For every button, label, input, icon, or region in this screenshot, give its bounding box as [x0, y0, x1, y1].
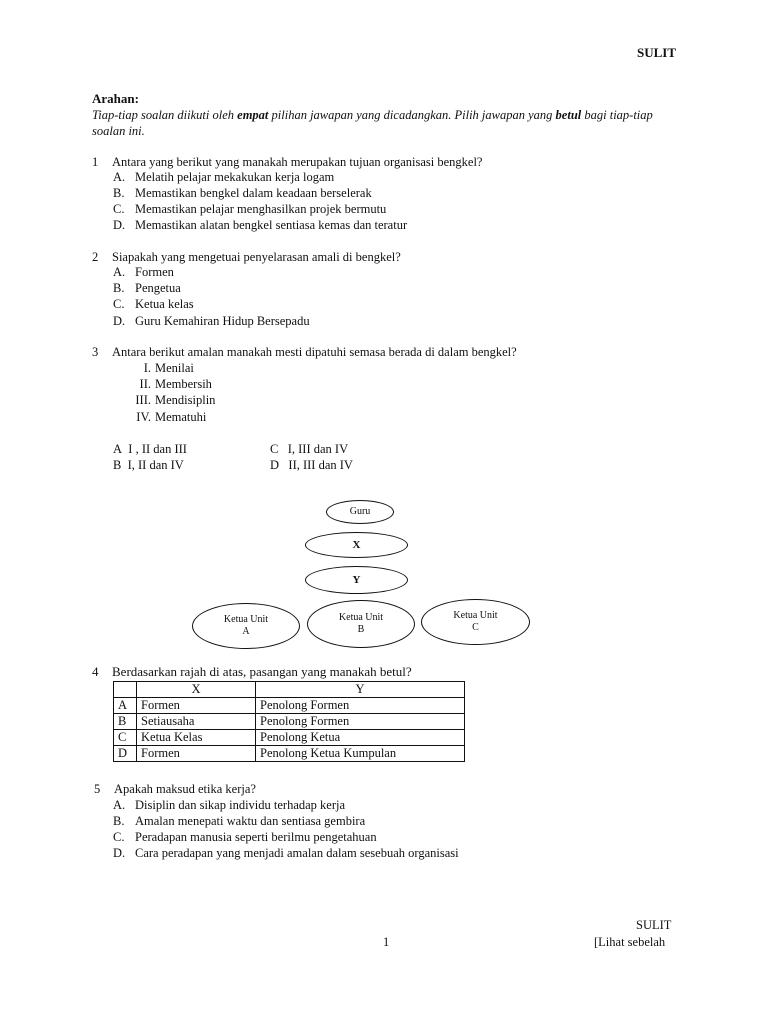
option-letter: A. — [113, 170, 126, 184]
question-number: 2 — [92, 250, 99, 264]
row-x: Ketua Kelas — [137, 730, 256, 746]
row-x: Setiausaha — [137, 714, 256, 730]
answer-letter: D — [270, 458, 280, 472]
question-text: Siapakah yang mengetuai penyelarasan amali di bengkel? — [112, 250, 401, 264]
table-row — [114, 746, 465, 762]
node-label: X — [352, 539, 361, 551]
diagram-node-unit-a — [192, 603, 300, 649]
row-letter: B — [114, 714, 137, 730]
instructions-text-part: Tiap-tiap soalan diikuti oleh — [92, 108, 238, 122]
q3-statement-4 — [111, 409, 206, 425]
page-number: 1 — [383, 935, 390, 949]
instructions-bold-empat: empat — [237, 108, 269, 122]
q4-table — [113, 681, 465, 762]
table-header-empty — [114, 682, 137, 698]
table-header-x: X — [137, 682, 256, 698]
row-letter: D — [114, 746, 137, 762]
row-x: Formen — [137, 746, 256, 762]
option-letter: A. — [113, 798, 126, 812]
question-text: Apakah maksud etika kerja? — [114, 782, 256, 796]
diagram-node-unit-c — [421, 599, 530, 645]
option-letter: B. — [113, 814, 125, 828]
question-text: Antara berikut amalan manakah mesti dipatuhi semasa berada di dalam bengkel? — [112, 345, 517, 359]
option-text: Melatih pelajar mekakukan kerja logam — [135, 170, 335, 184]
answer-letter: C — [270, 442, 279, 456]
question-number: 5 — [94, 782, 101, 796]
node-label-line: B — [357, 624, 365, 635]
option-text: Ketua kelas — [135, 297, 194, 311]
instructions-text-part: pilihan jawapan yang dicadangkan. Pilih jawapan yang — [268, 108, 556, 122]
option-letter: B. — [113, 281, 125, 295]
answer-text: I, III dan IV — [287, 442, 349, 456]
statement-text: Menilai — [155, 361, 194, 375]
q3-answer-a — [113, 441, 187, 457]
table-row — [114, 730, 465, 746]
option-text: Memastikan pelajar menghasilkan projek bermutu — [135, 202, 387, 216]
question-5 — [94, 781, 256, 797]
option-letter: D. — [113, 218, 126, 232]
node-label-line: A — [242, 626, 250, 637]
node-label-line: Ketua Unit — [453, 610, 498, 621]
option-text: Peradapan manusia seperti berilmu pengetahuan — [135, 830, 377, 844]
row-y: Penolong Ketua Kumpulan — [256, 746, 465, 762]
instructions-text — [92, 107, 682, 139]
q3-answer-d — [270, 457, 353, 473]
q3-answer-c — [270, 441, 348, 457]
row-y: Penolong Ketua — [256, 730, 465, 746]
row-letter: C — [114, 730, 137, 746]
option-text: Amalan menepati waktu dan sentiasa gembira — [135, 814, 366, 828]
option-text: Pengetua — [135, 281, 181, 295]
instructions-bold-betul: betul — [555, 108, 582, 122]
node-label: Guru — [349, 506, 371, 517]
question-number: 3 — [92, 345, 99, 359]
question-text: Antara yang berikut yang manakah merupakan tujuan organisasi bengkel? — [112, 155, 483, 169]
diagram-node-y — [305, 566, 408, 594]
option-text: Memastikan alatan bengkel sentiasa kemas dan teratur — [135, 218, 408, 232]
instructions-text-part: bagi tiap-tiap soalan ini. — [92, 108, 653, 138]
q2-option-d — [113, 313, 310, 329]
node-label — [339, 612, 383, 636]
q5-option-c — [113, 829, 377, 845]
option-text: Cara peradapan yang menjadi amalan dalam sesebuah organisasi — [135, 846, 459, 860]
footer-sulit: SULIT — [636, 918, 672, 932]
question-number: 1 — [92, 155, 99, 169]
header-sulit: SULIT — [637, 45, 677, 60]
option-text: Guru Kemahiran Hidup Bersepadu — [135, 314, 310, 328]
node-label: Y — [352, 574, 361, 586]
q3-statement-2 — [111, 376, 212, 392]
q2-option-a — [113, 264, 174, 280]
answer-letter: A — [113, 442, 123, 456]
table-row — [114, 714, 465, 730]
instructions-title: Arahan: — [92, 91, 139, 106]
row-y: Penolong Formen — [256, 714, 465, 730]
question-1 — [92, 154, 482, 170]
diagram-node-guru — [326, 500, 394, 524]
node-label-line: Ketua Unit — [223, 614, 269, 625]
q3-statement-1 — [111, 360, 194, 376]
question-4 — [92, 664, 412, 680]
node-label-line: C — [472, 622, 479, 633]
roman-numeral: III. — [135, 393, 151, 407]
diagram-node-unit-b — [307, 600, 415, 648]
option-letter: C. — [113, 830, 125, 844]
option-text: Memastikan bengkel dalam keadaan berselerak — [135, 186, 372, 200]
option-letter: D. — [113, 314, 126, 328]
q1-option-a — [113, 169, 334, 185]
q3-answer-b — [113, 457, 184, 473]
q1-option-d — [113, 217, 407, 233]
answer-text: I , II dan III — [128, 442, 187, 456]
option-text: Formen — [135, 265, 174, 279]
statement-text: Membersih — [155, 377, 212, 391]
table-header-y: Y — [256, 682, 465, 698]
option-text: Disiplin dan sikap individu terhadap kerja — [135, 798, 346, 812]
option-letter: C. — [113, 297, 125, 311]
option-letter: B. — [113, 186, 125, 200]
roman-numeral: IV. — [136, 410, 151, 424]
question-number: 4 — [92, 664, 99, 679]
row-y: Penolong Formen — [256, 698, 465, 714]
q1-option-b — [113, 185, 372, 201]
row-x: Formen — [137, 698, 256, 714]
q2-option-c — [113, 296, 194, 312]
roman-numeral: II. — [139, 377, 151, 391]
footer-turn-over: [Lihat sebelah — [594, 935, 666, 949]
node-label — [224, 614, 268, 638]
answer-letter: B — [113, 458, 122, 472]
q5-option-b — [113, 813, 365, 829]
option-letter: D. — [113, 846, 126, 860]
diagram-node-x — [305, 532, 408, 558]
question-3 — [92, 344, 517, 360]
statement-text: Mematuhi — [155, 410, 207, 424]
question-text: Berdasarkan rajah di atas, pasangan yang manakah betul? — [112, 664, 412, 679]
row-letter: A — [114, 698, 137, 714]
answer-text: I, II dan IV — [127, 458, 184, 472]
node-label — [453, 610, 497, 634]
q5-option-d — [113, 845, 459, 861]
table-header-row — [114, 682, 465, 698]
option-letter: C. — [113, 202, 125, 216]
q1-option-c — [113, 201, 386, 217]
roman-numeral: I. — [143, 361, 151, 375]
table-row — [114, 698, 465, 714]
q5-option-a — [113, 797, 345, 813]
statement-text: Mendisiplin — [155, 393, 216, 407]
answer-text: II, III dan IV — [288, 458, 353, 472]
node-label-line: Ketua Unit — [338, 612, 384, 623]
q2-option-b — [113, 280, 181, 296]
option-letter: A. — [113, 265, 126, 279]
q3-statement-3 — [111, 392, 215, 408]
question-2 — [92, 249, 401, 265]
